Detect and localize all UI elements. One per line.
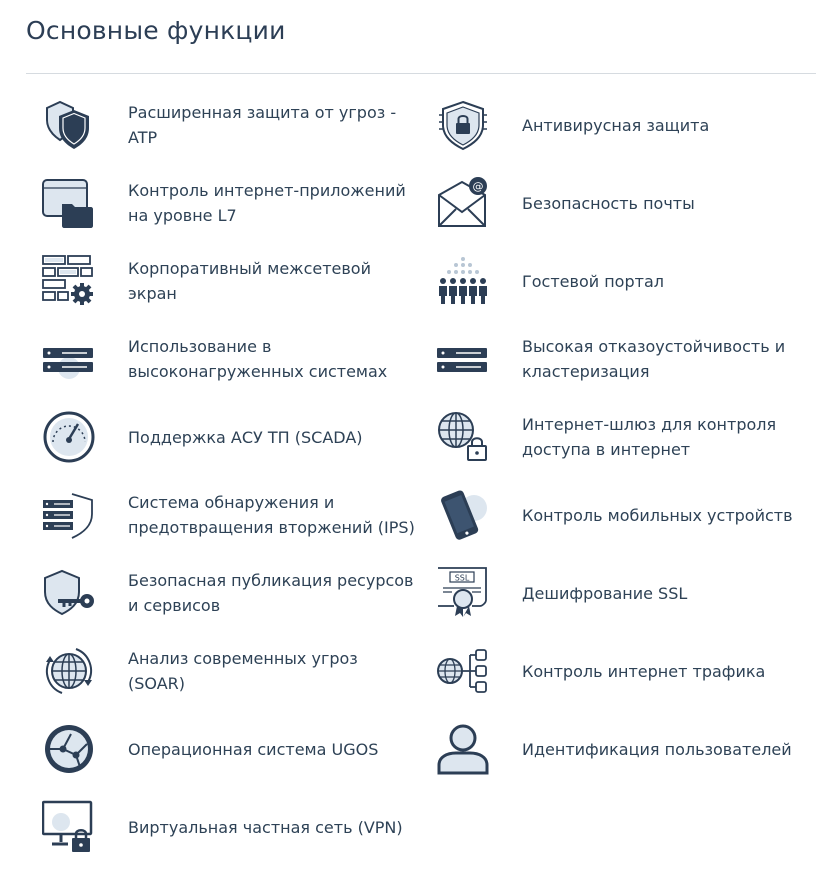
feature-vpn bbox=[28, 788, 418, 866]
antivirus-shield-icon bbox=[436, 98, 490, 152]
feature-label: Контроль мобильных устройств bbox=[522, 505, 793, 525]
feature-label: Система обнаружения и предотвращения вторжений (IPS) bbox=[128, 493, 415, 537]
globe-refresh-icon bbox=[42, 644, 96, 698]
feature-antivirus bbox=[422, 86, 812, 164]
folder-icon bbox=[42, 176, 96, 230]
svg-text:@: @ bbox=[472, 180, 484, 193]
feature-label: Гостевой портал bbox=[522, 271, 664, 291]
gauge-icon bbox=[42, 410, 96, 464]
feature-label: Высокая отказоустойчивость и кластеризация bbox=[522, 337, 786, 381]
feature-label: Безопасность почты bbox=[522, 193, 695, 213]
ips-icon bbox=[42, 488, 96, 542]
feature-mail bbox=[422, 164, 812, 242]
feature-label: Операционная система UGOS bbox=[128, 739, 379, 759]
feature-label: Использование в высоконагруженных системах bbox=[128, 337, 388, 381]
divider bbox=[26, 73, 816, 74]
feature-label: Дешифрование SSL bbox=[522, 583, 688, 603]
feature-scada bbox=[28, 398, 418, 476]
feature-ips bbox=[28, 476, 418, 554]
feature-mobile bbox=[422, 476, 812, 554]
svg-text:SSL: SSL bbox=[454, 573, 470, 583]
feature-identification bbox=[422, 710, 812, 788]
feature-traffic bbox=[422, 632, 812, 710]
feature-firewall bbox=[28, 242, 418, 320]
feature-highload bbox=[28, 320, 418, 398]
feature-label: Безопасная публикация ресурсов и сервисов bbox=[128, 571, 414, 615]
feature-label: Расширенная защита от угроз - ATP bbox=[128, 103, 397, 147]
feature-cluster bbox=[422, 320, 812, 398]
shield-icon bbox=[42, 98, 96, 152]
user-icon bbox=[436, 722, 490, 776]
globe-lock-icon bbox=[436, 410, 490, 464]
feature-label: Анализ современных угроз (SOAR) bbox=[128, 649, 358, 693]
feature-guest-portal bbox=[422, 242, 812, 320]
server-cluster-icon bbox=[436, 332, 490, 386]
feature-label: Интернет-шлюз для контроля доступа в интернет bbox=[522, 415, 777, 459]
feature-ssl bbox=[422, 554, 812, 632]
feature-gateway bbox=[422, 398, 812, 476]
feature-soar bbox=[28, 632, 418, 710]
feature-publish bbox=[28, 554, 418, 632]
feature-label: Контроль интернет-приложений на уровне L7 bbox=[128, 181, 406, 225]
feature-label: Поддержка АСУ ТП (SCADA) bbox=[128, 427, 363, 447]
feature-label: Идентификация пользователей bbox=[522, 739, 792, 759]
page-title: Основные функции bbox=[26, 16, 286, 45]
feature-label: Антивирусная защита bbox=[522, 115, 710, 135]
feature-label: Виртуальная частная сеть (VPN) bbox=[128, 817, 403, 837]
vpn-monitor-icon bbox=[42, 800, 96, 854]
server-icon bbox=[42, 332, 96, 386]
feature-ugos bbox=[28, 710, 418, 788]
traffic-icon bbox=[436, 644, 490, 698]
feature-label: Контроль интернет трафика bbox=[522, 661, 766, 681]
ssl-certificate-icon bbox=[436, 566, 490, 620]
feature-atp bbox=[28, 86, 418, 164]
mail-icon bbox=[436, 176, 490, 230]
feature-label: Корпоративный межсетевой экран bbox=[128, 259, 371, 303]
shield-key-icon bbox=[42, 566, 96, 620]
network-os-icon bbox=[42, 722, 96, 776]
feature-l7 bbox=[28, 164, 418, 242]
firewall-icon bbox=[42, 254, 96, 308]
guest-portal-icon bbox=[436, 254, 490, 308]
mobile-icon bbox=[436, 488, 490, 542]
